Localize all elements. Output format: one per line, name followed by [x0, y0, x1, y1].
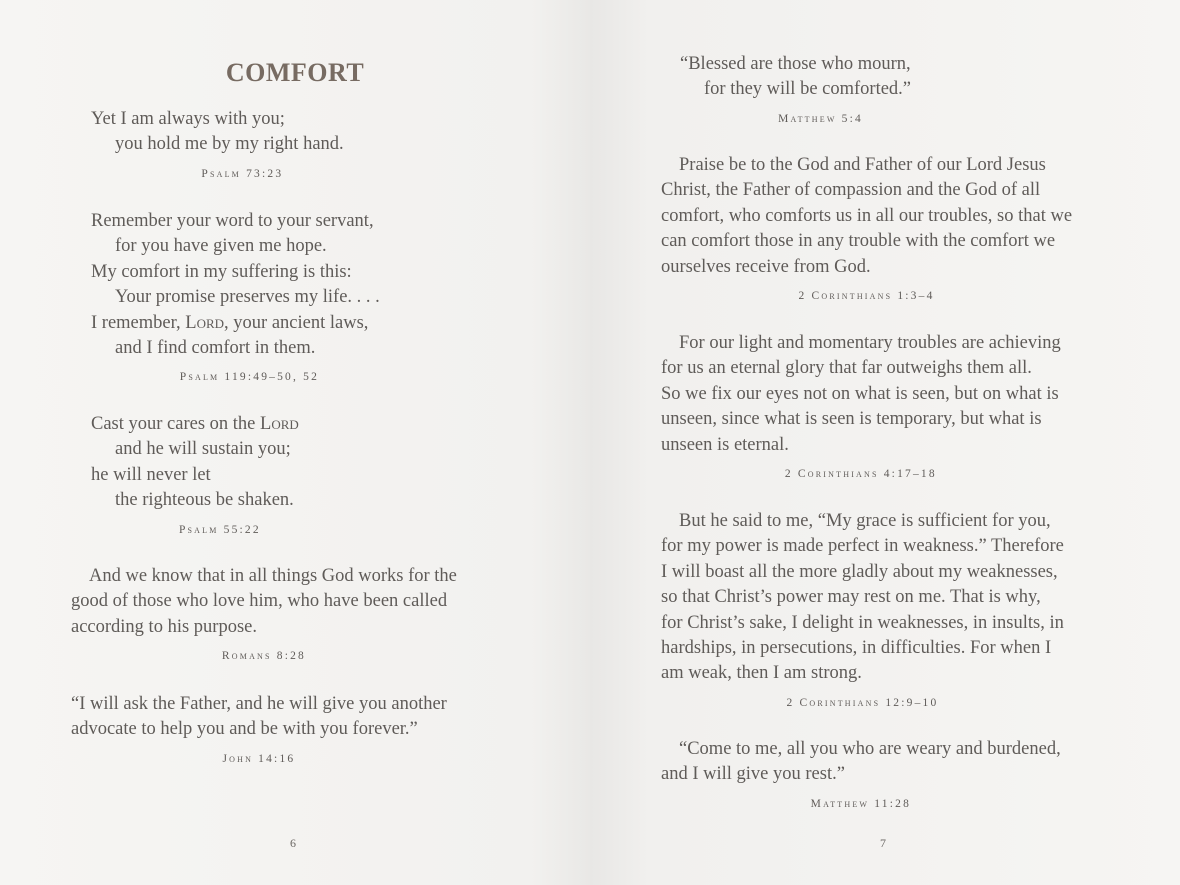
passage-line: good of those who love him, who have been called	[71, 591, 448, 612]
passage-line: and I will give you rest.”	[661, 764, 845, 785]
scripture-reference: Psalm 119:49–50, 52	[179, 371, 320, 384]
passage-line: you hold me by my right hand.	[115, 134, 344, 155]
passage-line: for us an eternal glory that far outweighs them all.	[661, 358, 1032, 379]
scripture-reference: Psalm 55:22	[178, 523, 261, 536]
passage-line: according to his purpose.	[71, 616, 257, 637]
right-page	[590, 0, 1180, 885]
passage-line: Remember your word to your servant,	[91, 211, 374, 231]
passage-line: My comfort in my suffering is this:	[91, 261, 352, 282]
passage-line: For our light and momentary troubles are achieving	[679, 333, 1061, 353]
scripture-reference: Matthew 5:4	[778, 112, 863, 125]
passage-2-corinthians-4	[661, 331, 1061, 487]
passage-line: ourselves receive from God.	[661, 256, 871, 277]
scripture-reference: Romans 8:28	[221, 650, 306, 663]
passage-line: But he said to me, “My grace is sufficient for you,	[679, 511, 1051, 531]
page-number: 6	[290, 836, 296, 850]
scripture-reference: 2 Corinthians 1:3–4	[798, 290, 935, 303]
passage-line: Christ, the Father of compassion and the God of all	[661, 180, 1041, 201]
text-fragment: Cast your cares on the	[91, 414, 261, 434]
passage-line: “Come to me, all you who are weary and burdened,	[679, 739, 1061, 759]
passage-line: and I find comfort in them.	[115, 338, 316, 359]
divine-name: Lord	[260, 414, 299, 434]
passage-line: Yet I am always with you;	[91, 109, 285, 129]
passage-line: for you have given me hope.	[115, 236, 327, 257]
scripture-reference: Matthew 11:28	[810, 797, 912, 810]
passage-psalm-73	[91, 107, 344, 187]
passage-line: advocate to help you and be with you forever.”	[71, 719, 418, 740]
passage-matthew-5	[680, 52, 911, 132]
divine-name: Lord	[185, 312, 225, 333]
passage-psalm-119	[91, 209, 380, 391]
passage-line: hardships, in persecutions, in difficulties. For when I	[661, 638, 1052, 659]
passage-line	[91, 412, 299, 437]
passage-line: I will boast all the more gladly about my weaknesses,	[661, 561, 1058, 582]
passage-line: can comfort those in any trouble with the comfort we	[661, 231, 1056, 252]
passage-line: am weak, then I am strong.	[661, 663, 862, 684]
passage-psalm-55	[91, 412, 299, 543]
passage-line: and he will sustain you;	[115, 439, 291, 460]
passage-line: “Blessed are those who mourn,	[680, 54, 911, 74]
passage-line: “I will ask the Father, and he will give you another	[71, 694, 447, 714]
scripture-reference: Psalm 73:23	[201, 167, 284, 180]
passage-line: so that Christ’s power may rest on me. That is why,	[661, 587, 1041, 608]
text-fragment: , your ancient laws,	[224, 312, 369, 333]
scripture-reference: 2 Corinthians 4:17–18	[784, 468, 937, 481]
passage-line: comfort, who comforts us in all our troubles, so that we	[661, 205, 1073, 226]
passage-line: for Christ’s sake, I delight in weaknesses, in insults, in	[661, 612, 1064, 633]
passage-line: the righteous be shaken.	[115, 490, 294, 511]
passage-line: And we know that in all things God works for the	[89, 566, 457, 586]
passage-2-corinthians-12	[661, 509, 1064, 716]
passage-line: unseen, since what is seen is temporary, but what is	[661, 409, 1042, 430]
passage-line: Praise be to the God and Father of our Lord Jesus	[679, 155, 1046, 175]
passage-line: for my power is made perfect in weakness.” Therefore	[661, 536, 1064, 557]
passage-romans-8	[71, 564, 457, 670]
passage-line: he will never let	[91, 464, 211, 485]
passage-line: for they will be comforted.”	[704, 79, 912, 100]
passage-line: unseen is eternal.	[661, 434, 789, 455]
passage-line: Your promise preserves my life. . . .	[115, 287, 380, 308]
passage-line: So we fix our eyes not on what is seen, but on what is	[661, 383, 1059, 404]
chapter-heading: COMFORT	[225, 58, 365, 87]
passage-matthew-11	[661, 737, 1061, 817]
page-number: 7	[880, 836, 886, 850]
scripture-reference: John 14:16	[222, 752, 296, 765]
text-fragment: I remember,	[91, 312, 186, 333]
scripture-reference: 2 Corinthians 12:9–10	[786, 696, 939, 709]
passage-john-14	[71, 692, 447, 772]
passage-2-corinthians-1	[661, 153, 1072, 309]
passage-line	[91, 311, 380, 336]
